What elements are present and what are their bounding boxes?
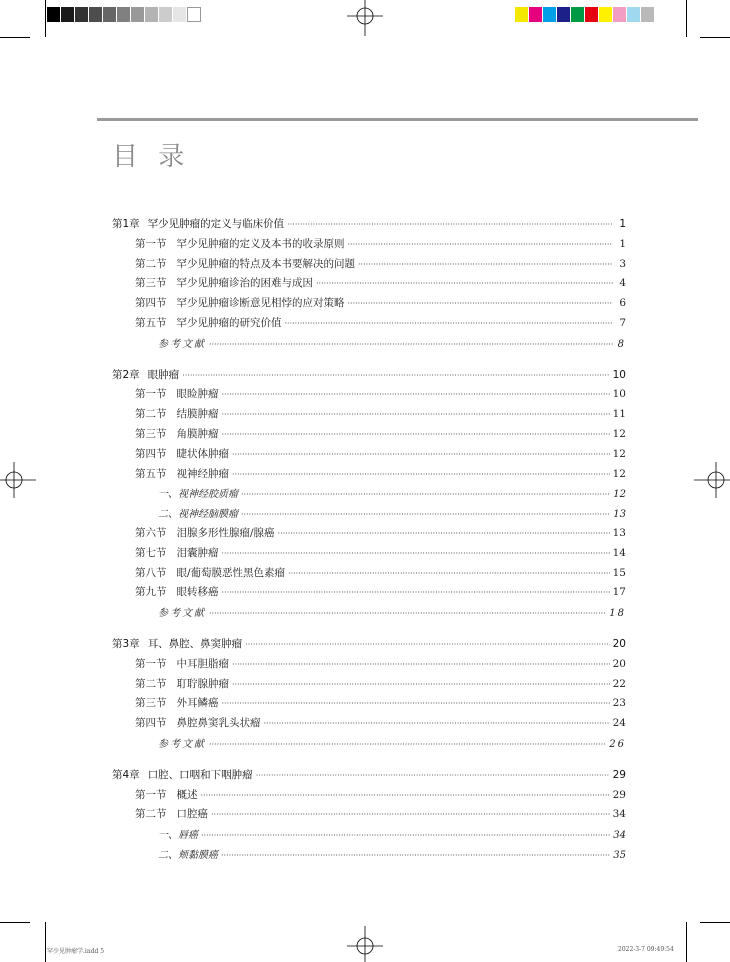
gray-swatch-strip (47, 7, 201, 22)
toc-entry-label (135, 236, 345, 251)
toc-page-number: 6 (619, 297, 626, 310)
toc-entry-label (135, 446, 229, 461)
toc-leader-dots (316, 279, 613, 288)
toc-spacer (112, 624, 626, 636)
toc-section-entry[interactable] (112, 446, 626, 466)
color-swatch (131, 7, 145, 22)
color-swatch (543, 7, 557, 22)
toc-entry-label (135, 386, 219, 401)
toc-entry-number: 第二节 (135, 408, 167, 421)
toc-page-number: 24 (612, 717, 626, 730)
toc-entry-label (158, 604, 206, 619)
toc-entry-number: 第3章 (112, 637, 140, 650)
toc-section-entry[interactable] (112, 584, 626, 604)
toc-entry-label (135, 256, 355, 271)
toc-entry-title: 睫状体肿瘤 (176, 447, 229, 460)
toc-entry-title: 罕少见肿瘤诊治的困难与成因 (176, 277, 313, 290)
toc-entry-title: 罕少见肿瘤的定义及本书的收录原则 (176, 237, 345, 250)
toc-leader-dots (288, 569, 610, 578)
toc-entry-label (112, 636, 242, 651)
crop-mark (45, 922, 46, 962)
toc-section-entry[interactable] (112, 426, 626, 446)
crop-mark (0, 37, 30, 38)
toc-leader-dots (182, 371, 609, 380)
toc-leader-dots (209, 740, 606, 749)
toc-page-number: 12 (612, 447, 626, 460)
toc-leader-dots (222, 588, 610, 597)
color-swatch (145, 7, 159, 22)
toc-page-number: 11 (612, 408, 626, 421)
toc-entry-label (135, 584, 219, 599)
crop-mark (686, 0, 687, 37)
color-swatch (47, 7, 61, 22)
crop-mark (45, 0, 46, 37)
toc-entry-title: 泪腺多形性腺瘤/腺癌 (176, 526, 275, 539)
toc-page-number: 22 (612, 677, 626, 690)
table-of-contents (112, 216, 626, 866)
toc-entry-label (158, 826, 198, 841)
toc-entry-label (135, 545, 219, 560)
toc-entry-title: 耵聍腺肿瘤 (176, 677, 229, 690)
toc-leader-dots (222, 430, 610, 439)
registration-target-icon (694, 462, 730, 498)
toc-leader-dots (287, 220, 613, 229)
toc-section-entry[interactable] (112, 806, 626, 826)
toc-entry-title: 二、视神经脑膜瘤 (158, 509, 238, 521)
toc-section-entry[interactable] (112, 256, 626, 276)
toc-leader-dots (348, 299, 614, 308)
toc-entry-number: 第1章 (112, 218, 140, 230)
toc-section-entry[interactable] (112, 386, 626, 406)
toc-leader-dots (245, 640, 609, 649)
toc-entry-number: 第一节 (135, 388, 167, 401)
toc-ref-entry[interactable] (112, 335, 626, 355)
color-swatch (159, 7, 173, 22)
toc-leader-dots (241, 490, 610, 499)
toc-entry-label (112, 367, 179, 382)
toc-entry-title: 眼转移癌 (176, 586, 219, 599)
registration-target-icon (347, 926, 383, 962)
toc-leader-dots (221, 851, 610, 860)
toc-section-entry[interactable] (112, 466, 626, 486)
toc-entry-label (158, 505, 238, 520)
toc-entry-label (135, 295, 345, 310)
toc-entry-title: 二、颊黏膜癌 (158, 849, 218, 861)
toc-section-entry[interactable] (112, 656, 626, 676)
toc-spacer (112, 355, 626, 367)
crop-mark (0, 922, 30, 923)
toc-entry-title: 眼睑肿瘤 (176, 388, 219, 401)
toc-page-number: 7 (619, 316, 626, 329)
color-swatch (571, 7, 585, 22)
toc-sub-entry[interactable] (112, 505, 626, 525)
toc-chapter-entry[interactable] (112, 636, 626, 656)
toc-ref-entry[interactable] (112, 735, 626, 755)
toc-entry-number: 第4章 (112, 768, 140, 781)
toc-leader-dots (209, 609, 606, 618)
toc-entry-number: 第八节 (135, 566, 167, 579)
toc-entry-label (158, 846, 218, 861)
toc-entry-title: 中耳胆脂瘤 (176, 657, 229, 670)
toc-entry-title: 视神经肿瘤 (176, 467, 229, 480)
toc-entry-title: 概述 (176, 788, 198, 801)
color-swatch (613, 7, 627, 22)
toc-entry-number: 第六节 (135, 526, 167, 539)
toc-entry-label (135, 787, 198, 802)
toc-entry-number: 第五节 (135, 316, 167, 329)
color-swatch (173, 7, 187, 22)
toc-page-number: 34 (613, 830, 626, 842)
toc-entry-label (158, 335, 206, 350)
toc-entry-number: 第一节 (135, 788, 167, 801)
toc-page-number: 1 (619, 218, 626, 230)
toc-entry-number: 第一节 (135, 657, 167, 670)
toc-leader-dots (232, 450, 610, 459)
toc-section-entry[interactable] (112, 695, 626, 715)
toc-entry-title: 眼/葡萄膜恶性黑色素瘤 (176, 566, 286, 579)
toc-entry-label (135, 695, 219, 710)
toc-page-number: 20 (612, 637, 626, 650)
color-swatch (515, 7, 529, 22)
toc-page-number: 13 (613, 509, 626, 521)
toc-leader-dots (232, 470, 610, 479)
toc-entry-label (135, 466, 229, 481)
toc-entry-title: 罕少见肿瘤诊断意见相悖的应对策略 (176, 297, 345, 310)
toc-entry-label (135, 565, 285, 580)
toc-section-entry[interactable] (112, 525, 626, 545)
toc-entry-number: 第四节 (135, 297, 167, 310)
toc-entry-title: 角膜肿瘤 (176, 427, 219, 440)
toc-entry-number: 第七节 (135, 546, 167, 559)
toc-entry-title: 参考文献 (158, 338, 206, 350)
toc-entry-title: 口腔、口咽和下咽肿瘤 (147, 768, 253, 781)
toc-leader-dots (348, 240, 614, 249)
toc-leader-dots (232, 680, 610, 689)
toc-chapter-entry[interactable] (112, 216, 626, 236)
toc-leader-dots (222, 549, 610, 558)
color-swatch (585, 7, 599, 22)
toc-section-entry[interactable] (112, 275, 626, 295)
toc-sub-entry[interactable] (112, 826, 626, 846)
footer-file-name: 罕少见肿瘤学.indd 5 (47, 948, 105, 955)
toc-entry-label (135, 676, 229, 691)
color-swatch (599, 7, 613, 22)
toc-section-entry[interactable] (112, 715, 626, 735)
toc-entry-number: 第2章 (112, 368, 140, 381)
crop-mark (700, 37, 730, 38)
toc-section-entry[interactable] (112, 676, 626, 696)
toc-entry-title: 泪囊肿瘤 (176, 546, 219, 559)
toc-page-number: 15 (612, 566, 626, 579)
toc-page-number: 12 (612, 427, 626, 440)
toc-entry-title: 一、唇癌 (158, 830, 198, 842)
toc-leader-dots (222, 699, 610, 708)
color-swatch (75, 7, 89, 22)
toc-entry-number: 第九节 (135, 586, 167, 599)
toc-leader-dots (222, 390, 610, 399)
toc-entry-title: 参考文献 (158, 738, 206, 750)
toc-entry-number: 第三节 (135, 427, 167, 440)
toc-entry-title: 罕少见肿瘤的定义与临床价值 (147, 218, 285, 230)
toc-entry-title: 结膜肿瘤 (176, 408, 219, 421)
toc-leader-dots (201, 791, 610, 800)
toc-entry-title: 耳、鼻腔、鼻窦肿瘤 (147, 637, 243, 650)
toc-entry-number: 第四节 (135, 447, 167, 460)
toc-section-entry[interactable] (112, 406, 626, 426)
toc-entry-label (158, 485, 238, 500)
color-swatch (557, 7, 571, 22)
toc-leader-dots (201, 831, 610, 840)
toc-entry-number: 第二节 (135, 677, 167, 690)
header-rule (97, 118, 698, 121)
toc-entry-label (135, 656, 229, 671)
color-swatch-strip (515, 7, 655, 22)
toc-page-number: 20 (612, 657, 626, 670)
toc-entry-number: 第二节 (135, 257, 167, 270)
toc-entry-number: 第一节 (135, 237, 167, 250)
toc-leader-dots (256, 771, 610, 780)
toc-spacer (112, 755, 626, 767)
toc-ref-entry[interactable] (112, 604, 626, 624)
toc-section-entry[interactable] (112, 236, 626, 256)
toc-leader-dots (358, 260, 613, 269)
toc-page-number: 10 (612, 388, 626, 401)
toc-page-number: 13 (612, 526, 626, 539)
registration-target-icon (0, 462, 36, 498)
toc-entry-title: 罕少见肿瘤的特点及本书要解决的问题 (176, 257, 355, 270)
toc-chapter-entry[interactable] (112, 767, 626, 787)
toc-section-entry[interactable] (112, 787, 626, 807)
page-title: 目 录 (112, 142, 191, 172)
toc-page-number: 8 (617, 338, 626, 350)
toc-entry-label (135, 715, 261, 730)
toc-entry-number: 第四节 (135, 717, 167, 730)
color-swatch (117, 7, 131, 22)
color-swatch (61, 7, 75, 22)
toc-entry-label (158, 735, 206, 750)
toc-entry-label (135, 275, 313, 290)
crop-mark (686, 922, 687, 962)
toc-chapter-entry[interactable] (112, 367, 626, 387)
color-swatch (89, 7, 103, 22)
toc-sub-entry[interactable] (112, 485, 626, 505)
registration-target-icon (347, 0, 383, 36)
toc-entry-label (135, 426, 219, 441)
color-swatch (641, 7, 655, 22)
toc-entry-title: 口腔癌 (176, 808, 208, 821)
toc-entry-title: 一、视神经胶质瘤 (158, 489, 238, 501)
toc-page-number: 23 (612, 697, 626, 710)
toc-leader-dots (209, 340, 613, 349)
toc-page-number: 29 (612, 768, 626, 781)
toc-leader-dots (264, 719, 610, 728)
color-swatch (103, 7, 117, 22)
toc-entry-title: 外耳鳞癌 (176, 697, 219, 710)
toc-entry-label (135, 525, 275, 540)
toc-page-number: 12 (612, 467, 626, 480)
toc-entry-label (112, 767, 253, 782)
toc-leader-dots (241, 510, 610, 519)
toc-page-number: 17 (612, 586, 626, 599)
toc-entry-label (135, 406, 219, 421)
color-swatch (187, 7, 201, 22)
toc-leader-dots (211, 810, 610, 819)
crop-mark (700, 922, 730, 923)
toc-leader-dots (278, 529, 610, 538)
toc-page-number: 4 (619, 277, 626, 290)
toc-leader-dots (222, 410, 610, 419)
toc-entry-number: 第三节 (135, 277, 167, 290)
toc-page-number: 34 (612, 808, 626, 821)
toc-page-number: 14 (612, 546, 626, 559)
toc-page-number: 10 (612, 368, 626, 381)
toc-entry-number: 第三节 (135, 697, 167, 710)
toc-entry-label (112, 216, 284, 231)
toc-entry-title: 眼肿瘤 (147, 368, 180, 381)
toc-sub-entry[interactable] (112, 846, 626, 866)
toc-section-entry[interactable] (112, 315, 626, 335)
toc-section-entry[interactable] (112, 545, 626, 565)
toc-page-number: 26 (609, 738, 626, 750)
toc-entry-title: 鼻腔鼻窦乳头状瘤 (176, 717, 261, 730)
toc-entry-number: 第五节 (135, 467, 167, 480)
toc-leader-dots (232, 660, 610, 669)
toc-entry-title: 罕少见肿瘤的研究价值 (176, 316, 282, 329)
toc-entry-label (135, 806, 208, 821)
toc-section-entry[interactable] (112, 565, 626, 585)
toc-entry-title: 参考文献 (158, 608, 206, 620)
toc-page-number: 1 (619, 237, 626, 250)
toc-page-number: 18 (609, 608, 626, 620)
color-swatch (627, 7, 641, 22)
toc-section-entry[interactable] (112, 295, 626, 315)
color-swatch (529, 7, 543, 22)
toc-leader-dots (285, 319, 614, 328)
toc-page-number: 29 (612, 788, 626, 801)
footer-timestamp: 2022-3-7 09:49:54 (618, 946, 674, 953)
toc-entry-label (135, 315, 282, 330)
toc-page-number: 3 (619, 257, 626, 270)
toc-entry-number: 第二节 (135, 808, 167, 821)
toc-page-number: 12 (613, 489, 626, 501)
toc-page-number: 35 (613, 849, 626, 861)
